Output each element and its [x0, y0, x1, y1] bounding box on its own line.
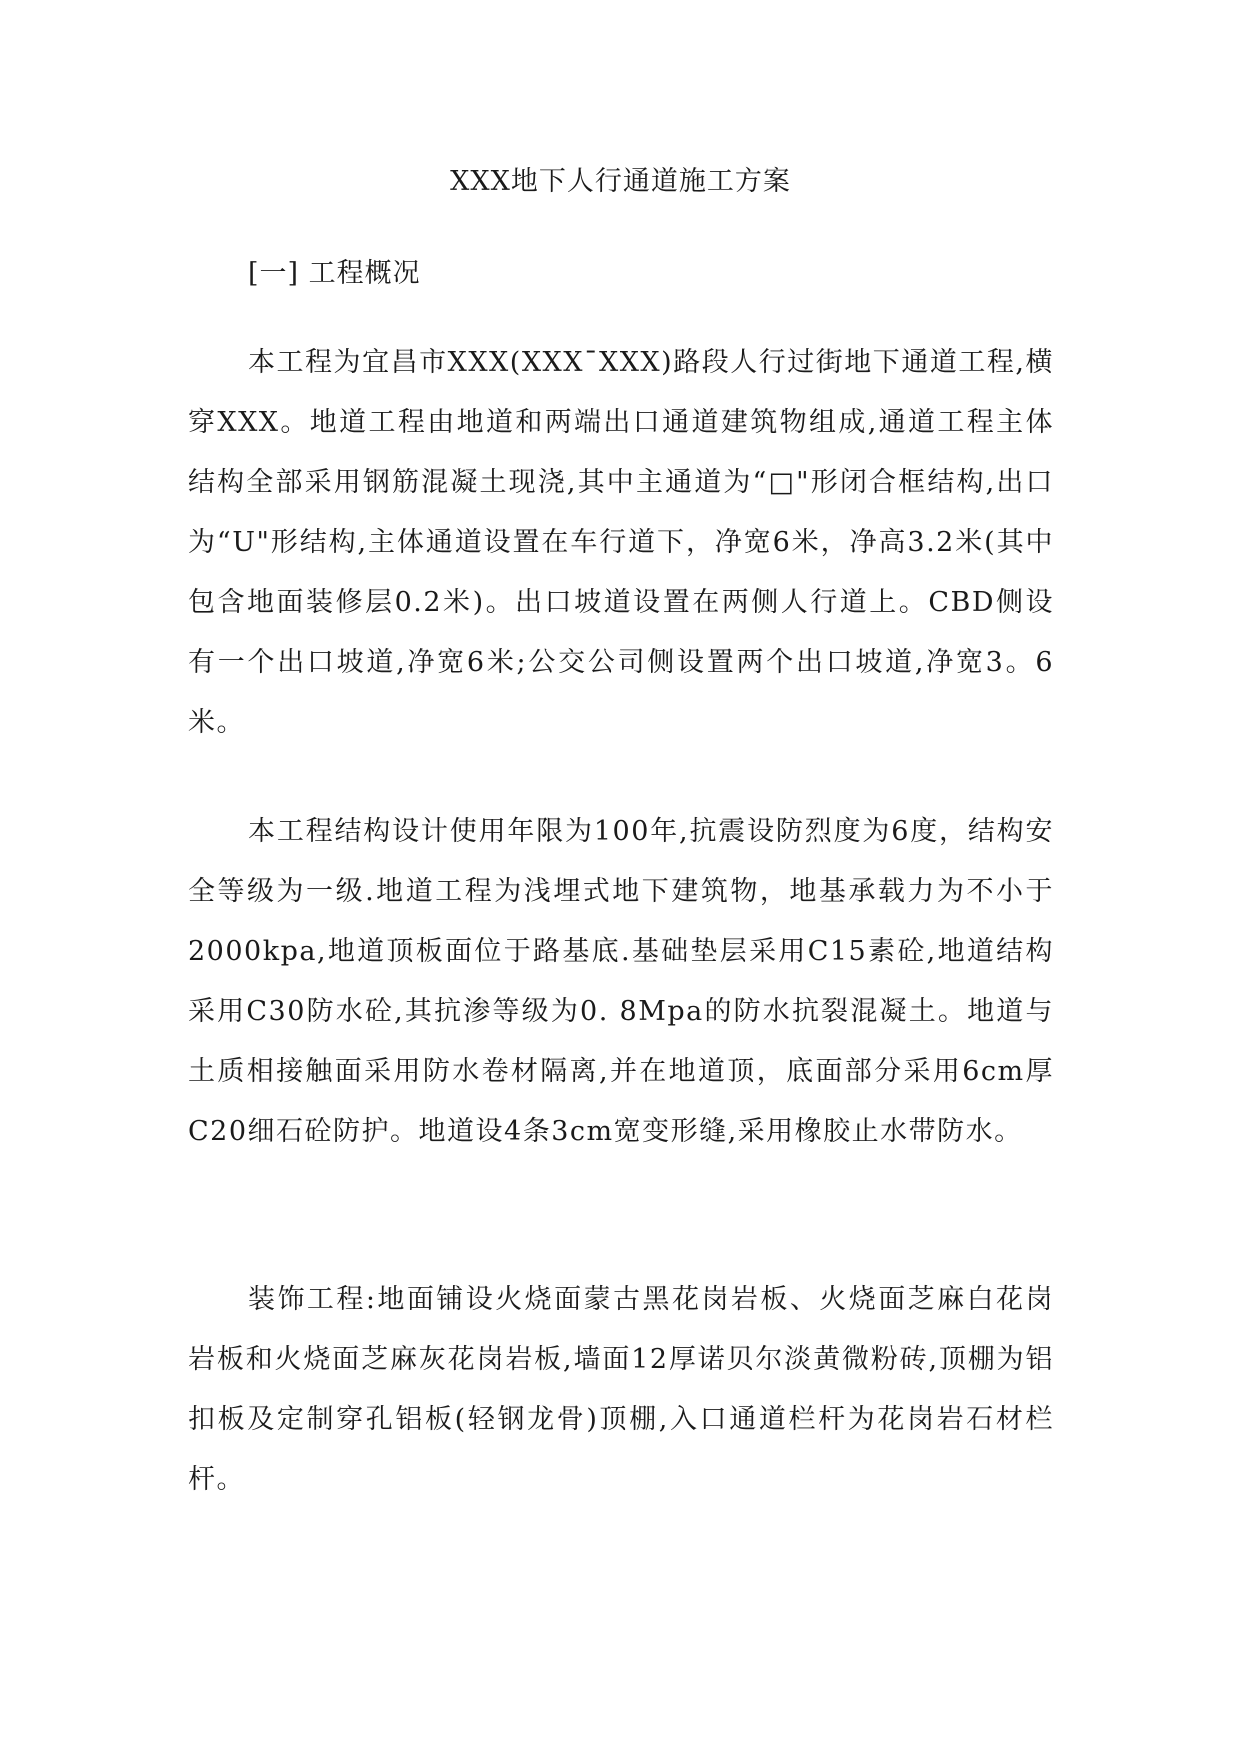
document-title: XXX地下人行通道施工方案: [450, 166, 791, 197]
paragraph-project-overview: 本工程为宜昌市XXX(XXX¯XXX)路段人行过街地下通道工程,横穿XXX。地道工程由地道和两端出口通道建筑物组成,通道工程主体结构全部采用钢筋混凝土现浇,其中主通道为“□"形闭合框结构,出口为“U"形结构,主体通道设置在车行道下，净宽6米，净高3.2米(其中包含地面装修层0.2米)。出口坡道设置在两侧人行道上。CBD侧设有一个出口坡道,净宽6米;公交公司侧设置两个出口坡道,净宽3。6米。: [188, 347, 1054, 738]
paragraph-structural-design: 本工程结构设计使用年限为100年,抗震设防烈度为6度，结构安全等级为一级.地道工程为浅埋式地下建筑物，地基承载力为不小于2000kpa,地道顶板面位于路基底.基础垫层采用C15素砼,地道结构采用C30防水砼,其抗渗等级为0. 8Mpa的防水抗裂混凝土。地道与土质相接触面采用防水卷材隔离,并在地道顶，底面部分采用6cm厚C20细石砼防护。地道设4条3cm宽变形缝,采用橡胶止水带防水。: [188, 816, 1054, 1147]
section-heading: [一] 工程概况: [248, 258, 421, 289]
paragraph-decoration-works: 装饰工程:地面铺设火烧面蒙古黑花岗岩板、火烧面芝麻白花岗岩板和火烧面芝麻灰花岗岩板,墙面12厚诺贝尔淡黄微粉砖,顶棚为铝扣板及定制穿孔铝板(轻钢龙骨)顶棚,入口通道栏杆为花岗岩石材栏杆。: [188, 1284, 1054, 1495]
